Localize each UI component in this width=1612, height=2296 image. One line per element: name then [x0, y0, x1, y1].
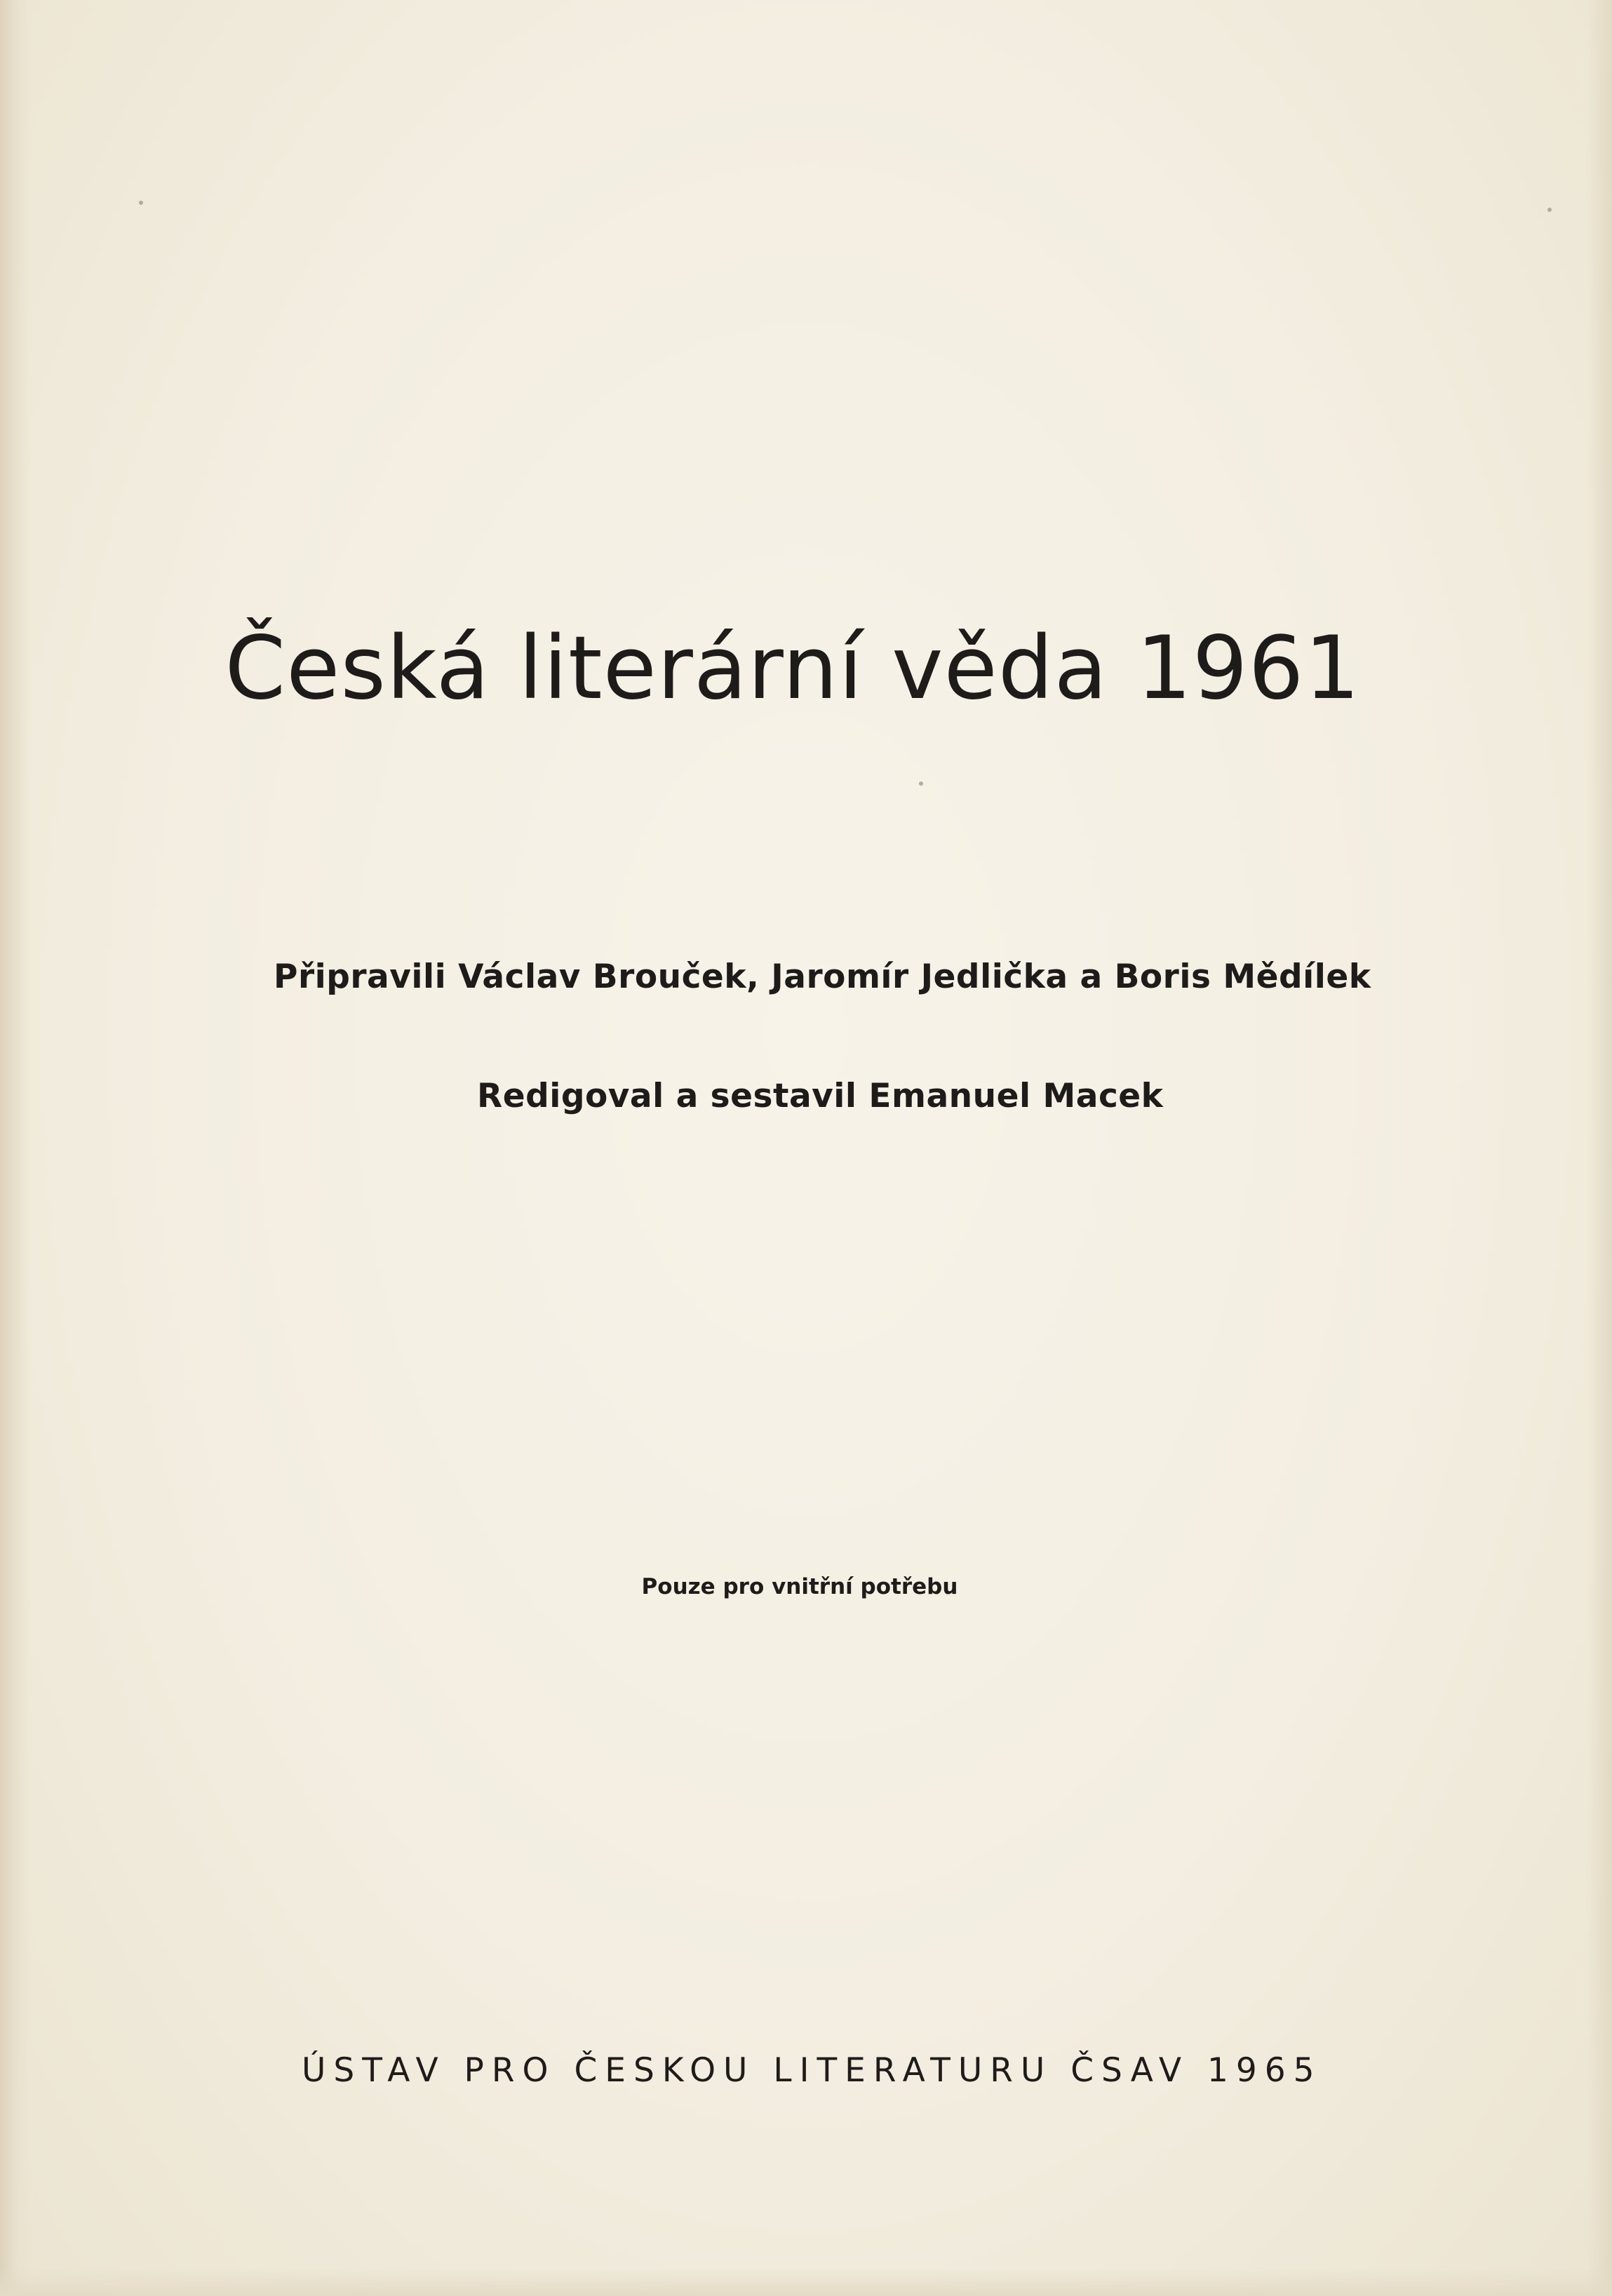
edited-by-line: Redigoval a sestavil Emanuel Macek [477, 1077, 1164, 1115]
paper-right-edge [1587, 0, 1612, 2296]
prepared-by-line: Připravili Václav Brouček, Jaromír Jedlička a Boris Mědílek [274, 958, 1371, 996]
paper-speck [1547, 208, 1552, 212]
publisher-line: ÚSTAV PRO ČESKOU LITERATURU ČSAV 1965 [302, 2051, 1322, 2090]
distribution-note: Pouze pro vnitřní potřebu [641, 1574, 958, 1599]
paper-bottom-edge [0, 2268, 1612, 2296]
paper-speck [919, 781, 923, 786]
paper-speck [139, 201, 143, 205]
paper-left-edge [0, 0, 31, 2296]
document-title: Česká literární věda 1961 [224, 618, 1361, 719]
